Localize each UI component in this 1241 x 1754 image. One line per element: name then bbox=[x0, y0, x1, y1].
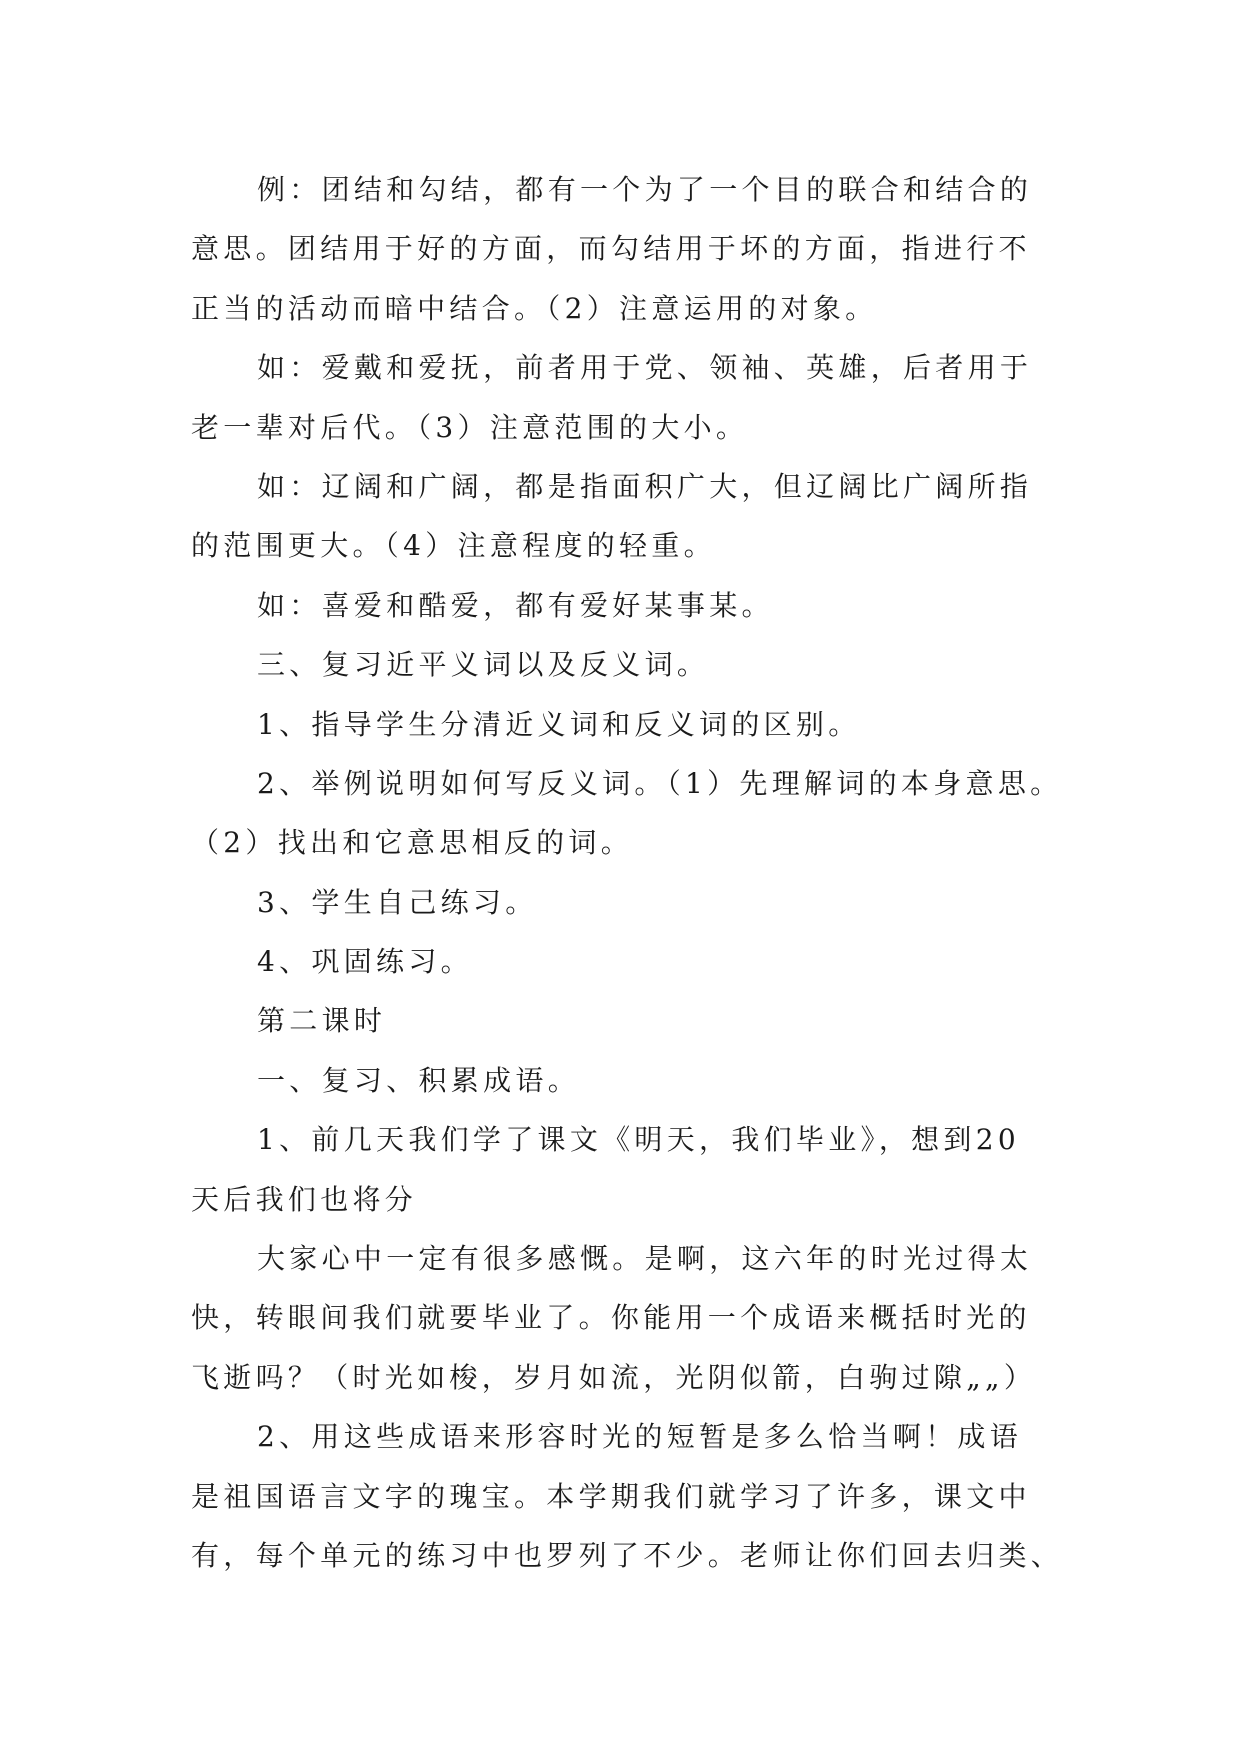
text-line: 飞逝吗？（时光如梭，岁月如流，光阴似箭，白驹过隙„„） bbox=[191, 1360, 1037, 1394]
text-line: 三、复习近平义词以及反义词。 bbox=[257, 648, 710, 682]
text-line: 如：辽阔和广阔，都是指面积广大，但辽阔比广阔所指 bbox=[257, 469, 1033, 503]
text-line: 如：喜爱和酷爱，都有爱好某事某。 bbox=[257, 588, 774, 622]
text-line: 的范围更大。（4）注意程度的轻重。 bbox=[191, 529, 716, 563]
text-line: 是祖国语言文字的瑰宝。本学期我们就学习了许多，课文中 bbox=[191, 1479, 1031, 1513]
text-line: 老一辈对后代。（3）注意范围的大小。 bbox=[191, 410, 749, 444]
text-line: 4、巩固练习。 bbox=[257, 945, 473, 979]
text-line: 意思。团结用于好的方面，而勾结用于坏的方面，指进行不 bbox=[191, 232, 1031, 266]
text-line: 第二课时 bbox=[257, 1004, 387, 1038]
text-line: 有，每个单元的练习中也罗列了不少。老师让你们回去归类、 bbox=[191, 1538, 1064, 1572]
text-line: 2、举例说明如何写反义词。（1）先理解词的本身意思。 bbox=[257, 766, 1063, 800]
text-line: 天后我们也将分 bbox=[191, 1182, 418, 1216]
text-line: 例：团结和勾结，都有一个为了一个目的联合和结合的 bbox=[257, 173, 1033, 206]
text-line: 大家心中一定有很多感慨。是啊，这六年的时光过得太 bbox=[257, 1242, 1033, 1276]
text-line: 快，转眼间我们就要毕业了。你能用一个成语来概括时光的 bbox=[191, 1301, 1031, 1335]
text-line: 正当的活动而暗中结合。（2）注意运用的对象。 bbox=[191, 291, 878, 325]
text-line: 3、学生自己练习。 bbox=[257, 885, 538, 919]
text-line: 1、前几天我们学了课文《明天，我们毕业》，想到20 bbox=[257, 1123, 1020, 1157]
text-line: 如：爱戴和爱抚，前者用于党、领袖、英雄，后者用于 bbox=[257, 351, 1033, 385]
text-line: （2）找出和它意思相反的词。 bbox=[191, 826, 634, 860]
text-line: 一、复习、积累成语。 bbox=[257, 1063, 581, 1097]
text-line: 1、指导学生分清近义词和反义词的区别。 bbox=[257, 707, 861, 741]
document-body bbox=[191, 160, 1064, 1585]
text-line: 2、用这些成语来形容时光的短暂是多么恰当啊！成语 bbox=[257, 1420, 1023, 1454]
